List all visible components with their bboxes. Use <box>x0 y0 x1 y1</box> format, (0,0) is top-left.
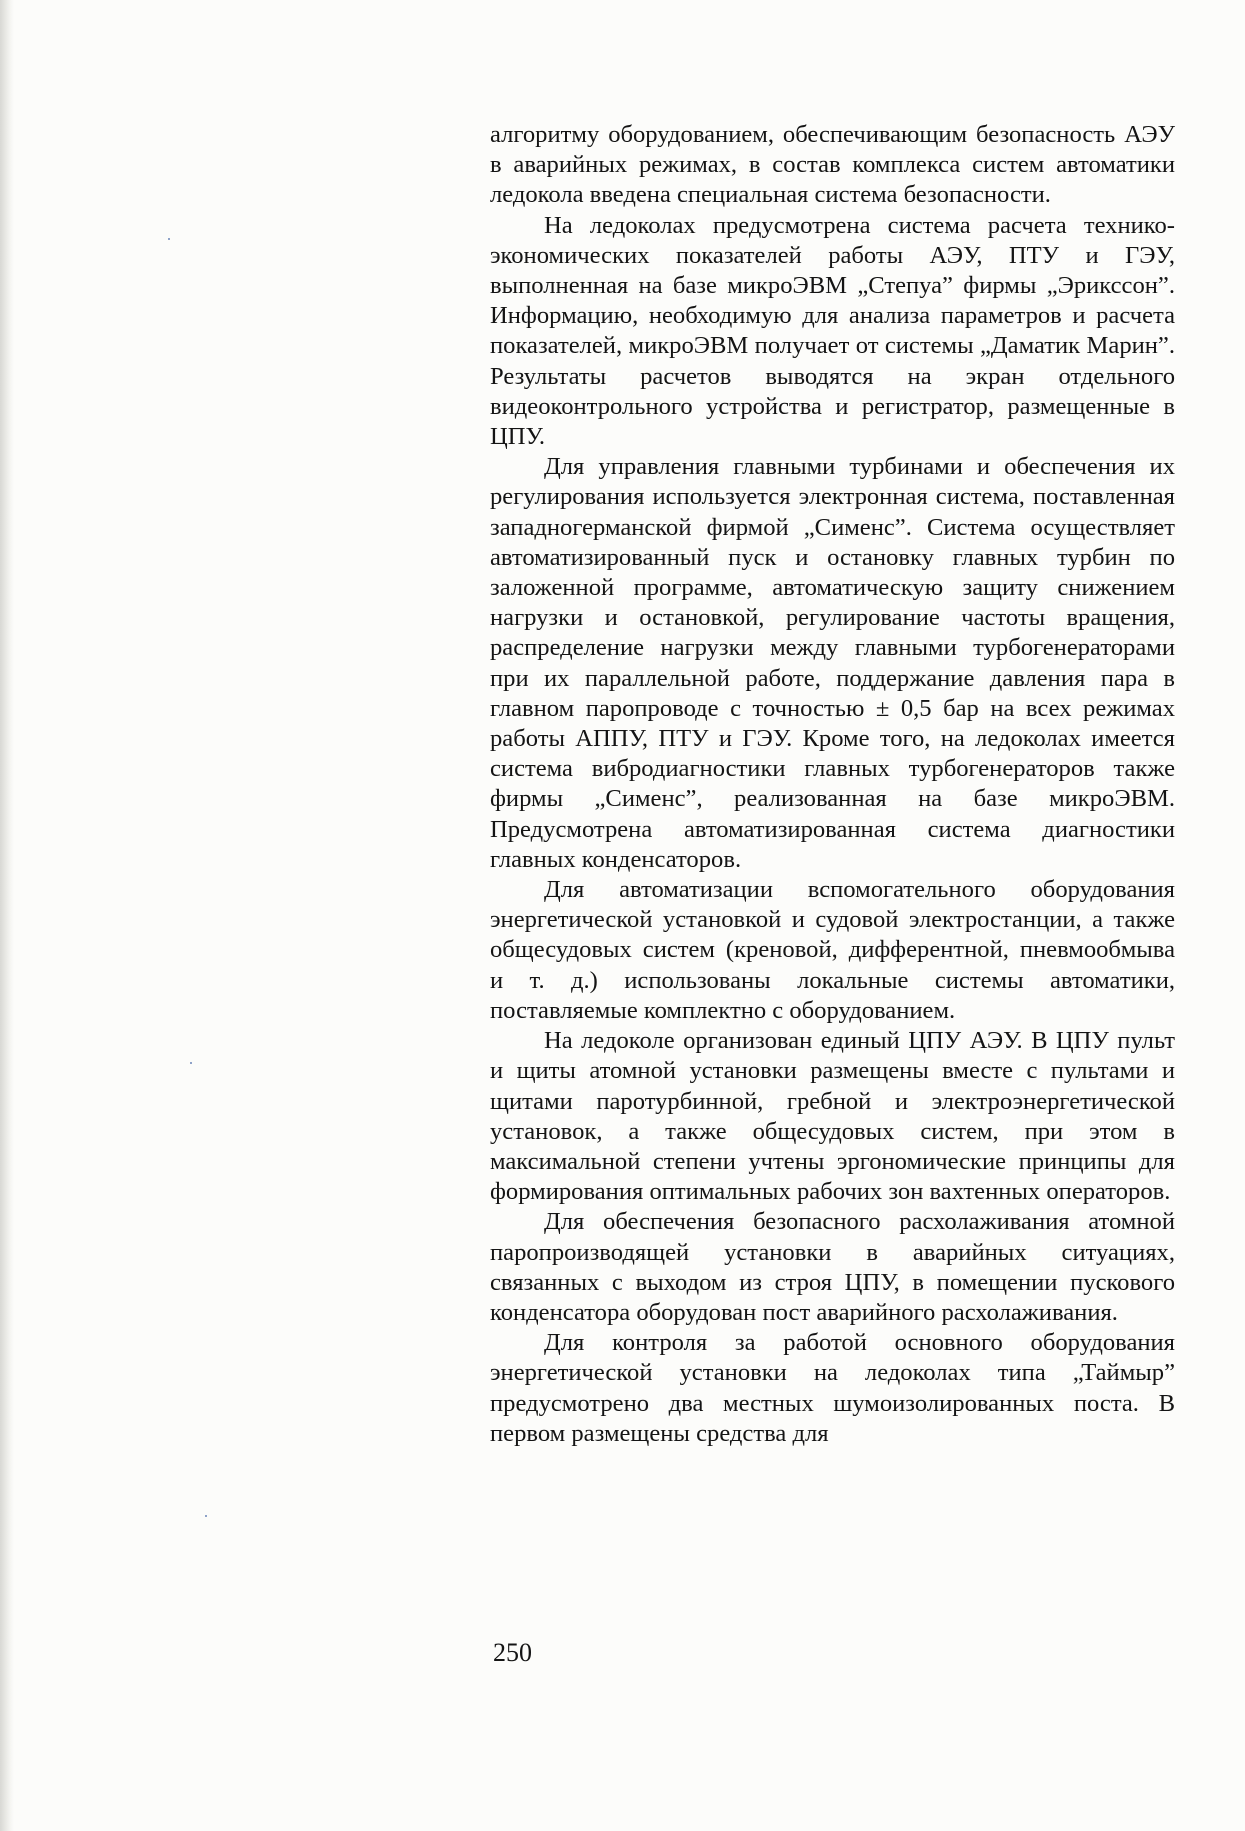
paragraph: На ледоколах предусмотрена система расчета технико-экономических показателей работы АЭУ, ПТУ и ГЭУ, выполненная на базе микроЭВМ „Степуа” фирмы „Эрикссон”. Информацию, необходимую для анализа параметров и расчета показателей, микроЭВМ получает от системы „Даматик Марин”. Результаты расчетов выводятся на экран отдельного видеоконтрольного устройства и регистратор, размещенные в ЦПУ. <box>490 211 1175 451</box>
paragraph: Для контроля за работой основного оборудования энергетической установки на ледоколах типа „Таймыр” предусмотрено два местных шумоизолированных поста. В первом размещены средства для <box>490 1329 1175 1447</box>
scan-speck <box>205 1515 207 1517</box>
paragraph: Для автоматизации вспомогательного оборудования энергетической установкой и судовой электростанции, а также общесудовых систем (креновой, дифферентной, пневмообмыва и т. д.) использованы локальные системы автоматики, поставляемые комплектно с оборудованием. <box>490 876 1175 1024</box>
paragraph: На ледоколе организован единый ЦПУ АЭУ. В ЦПУ пульт и щиты атомной установки размещены вместе с пультами и щитами паротурбинной, гребной и электроэнергетической установок, а также общесудовых систем, при этом в максимальной степени учтены эргономические принципы для формирования оптимальных рабочих зон вахтенных операторов. <box>490 1027 1175 1206</box>
scan-speck <box>190 1062 192 1064</box>
paragraph: Для обеспечения безопасного расхолаживания атомной паропроизводящей установки в аварийных ситуациях, связанных с выходом из строя ЦПУ, в помещении пускового конденсатора оборудован пост аварийного расхолаживания. <box>490 1208 1175 1326</box>
page-number: 250 <box>493 1638 532 1667</box>
page-edge-shadow <box>0 0 14 1831</box>
paragraph: Для управления главными турбинами и обеспечения их регулирования используется электронная система, поставленная западногерманской фирмой „Сименс”. Система осуществляет автоматизированный пуск и остановку главных турбин по заложенной программе, автоматическую защиту снижением нагрузки и остановкой, регулирование частоты вращения, распределение нагрузки между главными турбогенераторами при их параллельной работе, поддержание давления пара в главном паропроводе с точностью ± 0,5 бар на всех режимах работы АППУ, ПТУ и ГЭУ. Кроме того, на ледоколах имеется система вибродиагностики главных турбогенераторов также фирмы „Сименс”, реализованная на базе микроЭВМ. Предусмотрена автоматизированная система диагностики главных конденсаторов. <box>490 453 1175 873</box>
scan-speck <box>168 238 170 240</box>
paragraph: алгоритму оборудованием, обеспечивающим безопасность АЭУ в аварийных режимах, в состав комплекса систем автоматики ледокола введена специальная система безопасности. <box>490 121 1175 209</box>
body-text <box>490 120 1175 1449</box>
